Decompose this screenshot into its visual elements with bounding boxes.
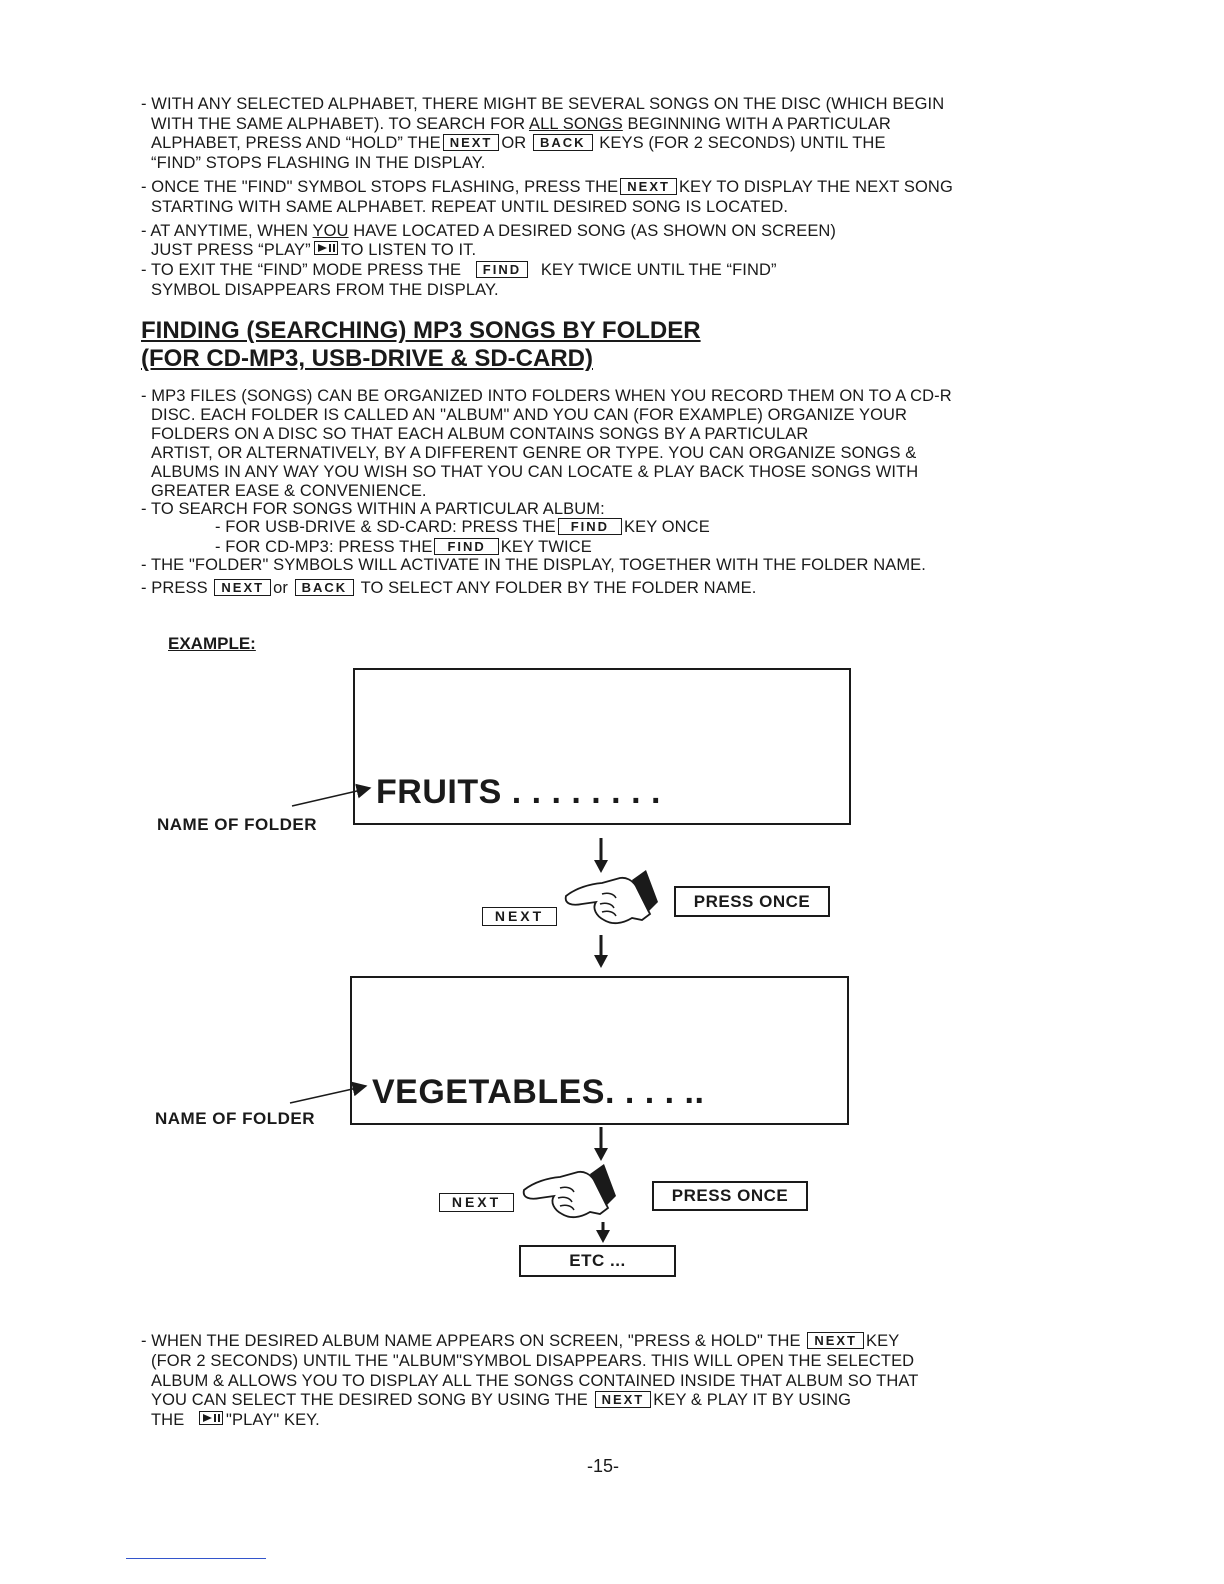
lcd-folder-name-2: VEGETABLES. . . . ..: [372, 1073, 705, 1111]
back-key: BACK: [295, 579, 355, 596]
find-key: FIND: [434, 538, 498, 555]
down-arrow-icon: [594, 1127, 608, 1161]
body-line-2: DISC. EACH FOLDER IS CALLED AN "ALBUM" AND YOU CAN (FOR EXAMPLE) ORGANIZE YOUR: [151, 406, 908, 424]
body-line-3: FOLDERS ON A DISC SO THAT EACH ALBUM CONTAINS SONGS BY A PARTICULAR: [151, 425, 809, 443]
lcd-folder-name-1: FRUITS . . . . . . . .: [376, 773, 661, 811]
down-arrow-icon: [594, 838, 608, 873]
section-heading-line-1: FINDING (SEARCHING) MP3 SONGS BY FOLDER: [141, 317, 701, 344]
next-key: NEXT: [443, 134, 500, 151]
next-key: NEXT: [620, 178, 677, 195]
intro-line-4: “FIND” STOPS FLASHING IN THE DISPLAY.: [151, 154, 486, 172]
page-number: -15-: [587, 1456, 620, 1476]
play-pause-icon: [199, 1411, 223, 1425]
body-line-9: - FOR CD-MP3: PRESS THE FIND KEY TWICE: [215, 538, 592, 556]
body-line-4: ARTIST, OR ALTERNATIVELY, BY A DIFFERENT GENRE OR TYPE. YOU CAN ORGANIZE SONGS &: [151, 444, 917, 462]
intro-line-10: SYMBOL DISAPPEARS FROM THE DISPLAY.: [151, 281, 499, 299]
intro-line-7: - AT ANYTIME, WHEN YOU HAVE LOCATED A DESIRED SONG (AS SHOWN ON SCREEN): [141, 222, 837, 240]
intro-line-9: - TO EXIT THE “FIND” MODE PRESS THE FIND KEY TWICE UNTIL THE “FIND”: [141, 261, 777, 279]
intro-line-8: JUST PRESS “PLAY” TO LISTEN TO IT.: [151, 241, 477, 259]
intro-line-3: ALPHABET, PRESS AND “HOLD” THE NEXT OR BACK KEYS (FOR 2 SECONDS) UNTIL THE: [151, 134, 886, 152]
pointing-hand-icon: [566, 870, 658, 923]
next-key-1: NEXT: [482, 907, 557, 926]
down-arrow-icon: [594, 935, 608, 968]
name-of-folder-label-2: NAME OF FOLDER: [155, 1109, 315, 1128]
body-line-1: - MP3 FILES (SONGS) CAN BE ORGANIZED INTO FOLDERS WHEN YOU RECORD THEM ON TO A CD-R: [141, 387, 952, 405]
intro-line-2: WITH THE SAME ALPHABET). TO SEARCH FOR ALL SONGS BEGINNING WITH A PARTICULAR: [151, 115, 891, 133]
etc-box: ETC ...: [519, 1245, 676, 1277]
find-key: FIND: [476, 261, 528, 278]
body-line-7: - TO SEARCH FOR SONGS WITHIN A PARTICULAR ALBUM:: [141, 500, 605, 518]
closing-line-5: THE "PLAY" KEY.: [151, 1411, 320, 1429]
closing-line-3: ALBUM & ALLOWS YOU TO DISPLAY ALL THE SONGS CONTAINED INSIDE THAT ALBUM SO THAT: [151, 1372, 919, 1390]
press-once-label-1: PRESS ONCE: [674, 886, 830, 917]
body-line-6: GREATER EASE & CONVENIENCE.: [151, 482, 427, 500]
body-line-5: ALBUMS IN ANY WAY YOU WISH SO THAT YOU CAN LOCATE & PLAY BACK THOSE SONGS WITH: [151, 463, 919, 481]
body-line-11: - PRESS NEXT or BACK TO SELECT ANY FOLDER BY THE FOLDER NAME.: [141, 579, 757, 597]
next-key: NEXT: [595, 1391, 652, 1408]
find-key: FIND: [558, 518, 622, 535]
folder-pointer-arrow-1: [292, 788, 370, 806]
closing-line-2: (FOR 2 SECONDS) UNTIL THE "ALBUM"SYMBOL DISAPPEARS. THIS WILL OPEN THE SELECTED: [151, 1352, 915, 1370]
closing-line-1: - WHEN THE DESIRED ALBUM NAME APPEARS ON SCREEN, "PRESS & HOLD" THE NEXT KEY: [141, 1332, 900, 1350]
footer-rule: [126, 1558, 266, 1559]
press-once-label-2: PRESS ONCE: [652, 1181, 808, 1211]
down-arrow-icon: [596, 1222, 610, 1243]
next-key: NEXT: [807, 1332, 864, 1349]
example-title: EXAMPLE:: [168, 634, 256, 653]
next-key-2: NEXT: [439, 1193, 514, 1212]
folder-pointer-arrow-2: [290, 1086, 366, 1103]
body-line-8: - FOR USB-DRIVE & SD-CARD: PRESS THE FIND KEY ONCE: [215, 518, 710, 536]
pointing-hand-icon: [524, 1164, 616, 1217]
next-key: NEXT: [214, 579, 271, 596]
intro-line-1: - WITH ANY SELECTED ALPHABET, THERE MIGHT BE SEVERAL SONGS ON THE DISC (WHICH BEGIN: [141, 95, 945, 113]
intro-line-5: - ONCE THE "FIND" SYMBOL STOPS FLASHING, PRESS THE NEXT KEY TO DISPLAY THE NEXT SONG: [141, 178, 953, 196]
section-heading-line-2: (FOR CD-MP3, USB-DRIVE & SD-CARD): [141, 345, 593, 372]
name-of-folder-label-1: NAME OF FOLDER: [157, 815, 317, 834]
closing-line-4: YOU CAN SELECT THE DESIRED SONG BY USING THE NEXT KEY & PLAY IT BY USING: [151, 1391, 852, 1409]
intro-line-6: STARTING WITH SAME ALPHABET. REPEAT UNTIL DESIRED SONG IS LOCATED.: [151, 198, 789, 216]
body-line-10: - THE "FOLDER" SYMBOLS WILL ACTIVATE IN THE DISPLAY, TOGETHER WITH THE FOLDER NAME.: [141, 556, 926, 574]
back-key: BACK: [533, 134, 593, 151]
